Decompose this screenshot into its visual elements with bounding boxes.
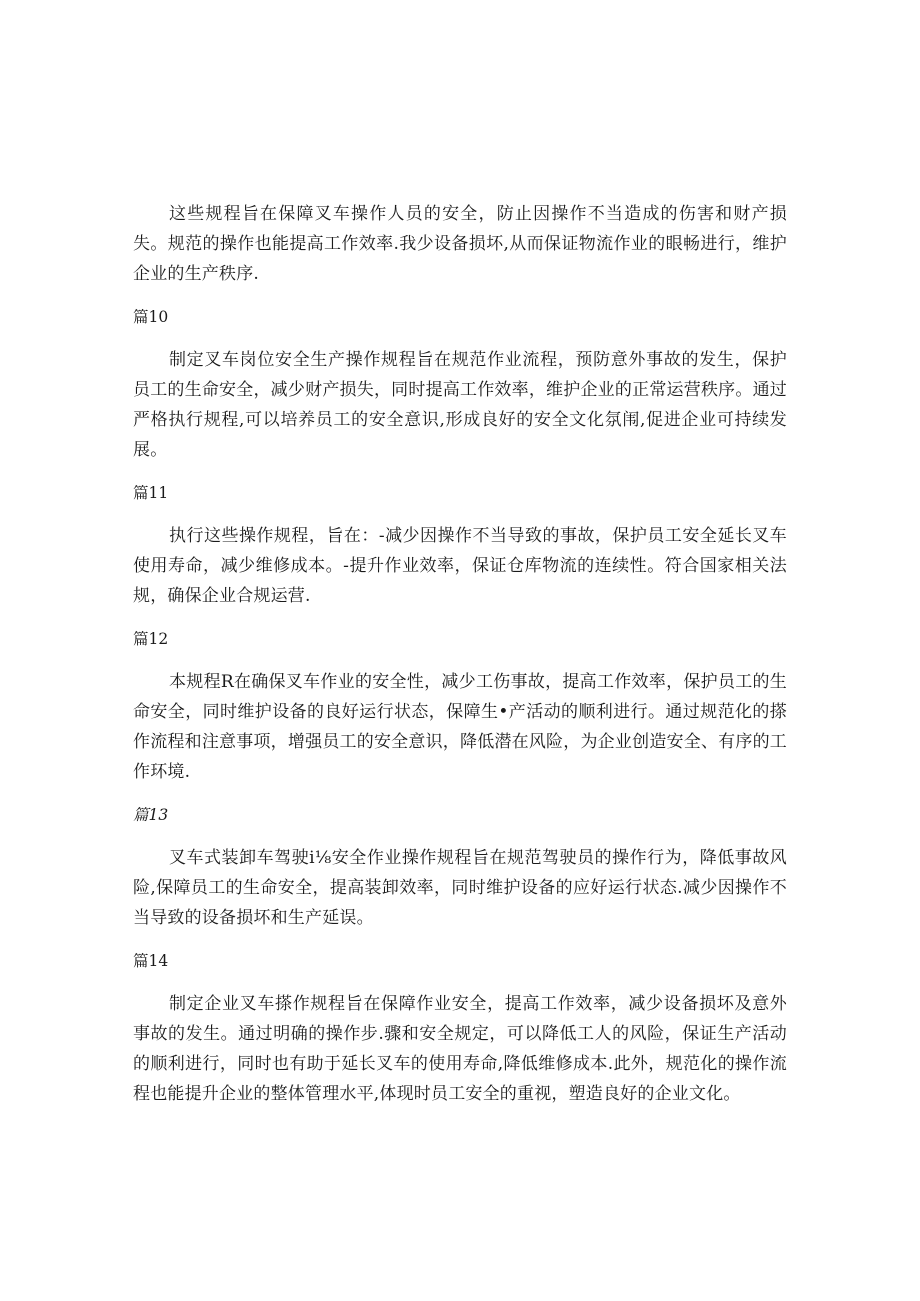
section-heading-13: 篇13	[133, 806, 169, 824]
section-heading-11: 篇11	[133, 484, 169, 502]
section-paragraph-13: 叉车式装卸车驾驶i⅛安全作业操作规程旨在规范驾驶员的操作行为，降低事故风险,保障员工的生命安全，提高装卸效率，同时维护设备的应好运行状态.减少因操作不当导致的设备损坏和生产延误。	[133, 848, 787, 928]
section-heading-12: 篇12	[133, 630, 169, 648]
section-paragraph-11: 执行这些操作规程，旨在：-减少因操作不当导致的事故，保护员工安全延长叉车使用寿命，减少维修成本。-提升作业效率，保证仓库物流的连续性。符合国家相关法规，确保企业合规运营.	[133, 526, 787, 606]
section-heading-14: 篇14	[133, 952, 169, 970]
section-paragraph-12: 本规程R在确保叉车作业的安全性，减少工伤事故，提高工作效率，保护员工的生命安全，同时维护设备的良好运行状态，保障生•产活动的顺利进行。通过规范化的搽作流程和注意事项，增强员工的安全意识，降低潜在风险，为企业创造安全、有序的工作环境.	[133, 672, 787, 782]
section-paragraph-10: 制定叉车岗位安全生产操作规程旨在规范作业流程，预防意外事故的发生，保护员工的生命安全，减少财产损失，同时提高工作效率，维护企业的正常运营秩序。通过严格执行规程,可以培养员工的安全意识,形成良好的安全文化氛闱,促进企业可持续发展。	[133, 350, 787, 460]
intro-paragraph: 这些规程旨在保障叉车操作人员的安全，防止因操作不当造成的伤害和财产损失。规范的操作也能提高工作效率.我少设备损坏,从而保证物流作业的眼畅进行，维护企业的生产秩序.	[133, 204, 787, 284]
document-body	[133, 199, 787, 1109]
section-heading-10: 篇10	[133, 308, 169, 326]
section-paragraph-14: 制定企业叉车搽作规程旨在保障作业安全，提高工作效率，减少设备损坏及意外事故的发生。通过明确的操作步.骤和安全规定，可以降低工人的风险，保证生产活动的顺利进行，同时也有助于延长叉车的使用寿命,降低维修成本.此外，规范化的操作流程也能提升企业的整体管理水平,体现时员工安全的重视，塑造良好的企业文化。	[133, 994, 787, 1104]
